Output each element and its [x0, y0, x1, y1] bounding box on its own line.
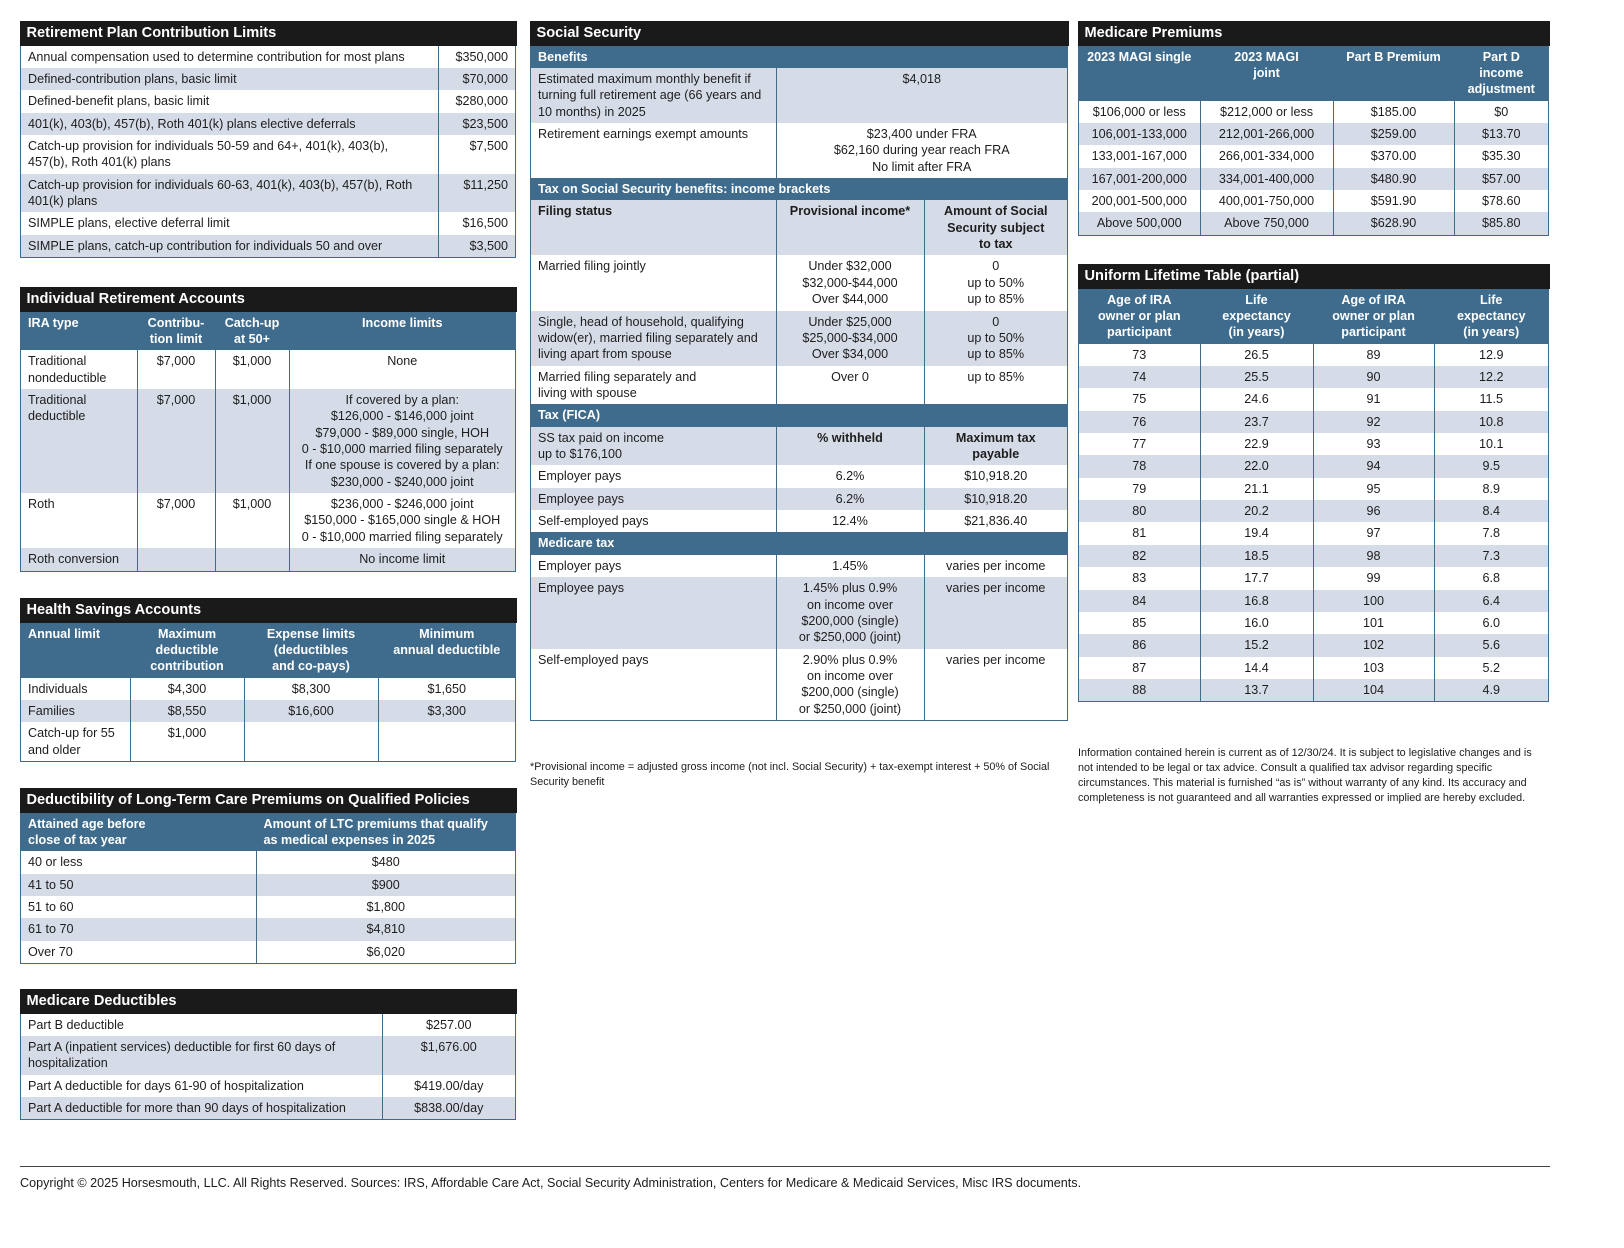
ltc-title: Deductibility of Long-Term Care Premiums on Qualified Policies — [20, 788, 517, 813]
ira-type: Roth — [21, 493, 137, 548]
ira-table — [21, 312, 515, 571]
social-security-panel — [530, 21, 1068, 721]
ult-life-1: 20.2 — [1200, 500, 1313, 522]
ult-age-2: 94 — [1313, 455, 1434, 477]
ult-age-1: 80 — [1079, 500, 1200, 522]
row-value: $70,000 — [438, 68, 515, 90]
ss-tax-income: Over 0 — [776, 366, 924, 405]
hsa-expense: $16,600 — [244, 700, 378, 722]
hsa-label: Families — [21, 700, 130, 722]
ult-life-2: 9.5 — [1434, 455, 1548, 477]
ult-life-2: 6.8 — [1434, 567, 1548, 589]
mp-partd: $13.70 — [1454, 123, 1548, 145]
table-row — [531, 465, 1067, 487]
table-row — [1079, 212, 1548, 234]
ult-life-1: 23.7 — [1200, 411, 1313, 433]
table-row — [1079, 145, 1548, 167]
ss-tax-income: Under $32,000 $32,000-$44,000 Over $44,000 — [776, 255, 924, 310]
mp-joint: 266,001-334,000 — [1200, 145, 1333, 167]
table-row — [1079, 101, 1548, 123]
hsa-header-min: Minimum annual deductible — [378, 623, 515, 678]
mp-partd: $0 — [1454, 101, 1548, 123]
mp-header-single: 2023 MAGI single — [1079, 46, 1200, 101]
ult-age-2: 92 — [1313, 411, 1434, 433]
ss-fica-pct: 6.2% — [776, 488, 924, 510]
ss-tax-amount: 0 up to 50% up to 85% — [924, 255, 1067, 310]
ss-fica-pct: 6.2% — [776, 465, 924, 487]
table-row — [21, 548, 515, 570]
ult-age-1: 82 — [1079, 545, 1200, 567]
table-row — [531, 510, 1067, 532]
ss-fica-header-label: SS tax paid on income up to $176,100 — [531, 427, 776, 466]
ult-life-1: 16.0 — [1200, 612, 1313, 634]
mp-partd: $85.80 — [1454, 212, 1548, 234]
mp-partb: $591.90 — [1333, 190, 1454, 212]
medicare-premiums-title: Medicare Premiums — [1078, 21, 1550, 46]
table-row — [1079, 433, 1548, 455]
row-value: $23,500 — [438, 113, 515, 135]
hsa-min — [378, 722, 515, 761]
ult-age-2: 91 — [1313, 388, 1434, 410]
ult-age-1: 76 — [1079, 411, 1200, 433]
row-label: SIMPLE plans, elective deferral limit — [21, 212, 438, 234]
ira-income: $236,000 - $246,000 joint $150,000 - $165,000 single & HOH 0 - $10,000 married filing separately — [289, 493, 515, 548]
hsa-max: $1,000 — [130, 722, 244, 761]
retirement-limits-title: Retirement Plan Contribution Limits — [20, 21, 517, 46]
ira-catchup — [215, 548, 289, 570]
ult-age-2: 99 — [1313, 567, 1434, 589]
row-value: $1,676.00 — [382, 1036, 515, 1075]
ult-age-2: 93 — [1313, 433, 1434, 455]
table-row — [531, 255, 1067, 310]
ult-age-1: 86 — [1079, 634, 1200, 656]
ss-medicare-pct: 1.45% — [776, 555, 924, 577]
ss-fica-label: Employer pays — [531, 465, 776, 487]
ltc-header-age: Attained age before close of tax year — [21, 813, 256, 852]
ira-income: If covered by a plan: $126,000 - $146,000 joint $79,000 - $89,000 single, HOH 0 - $10,000 married filing separately If one spouse is covered by a plan: $230,000 - $240,000 joint — [289, 389, 515, 493]
ira-limit: $7,000 — [137, 389, 215, 493]
table-row — [531, 649, 1067, 720]
ult-age-2: 102 — [1313, 634, 1434, 656]
ss-benefits-table — [531, 68, 1067, 178]
hsa-max: $8,550 — [130, 700, 244, 722]
mp-partd: $57.00 — [1454, 168, 1548, 190]
table-row — [1079, 657, 1548, 679]
ult-life-2: 10.1 — [1434, 433, 1548, 455]
mp-partd: $78.60 — [1454, 190, 1548, 212]
table-row — [21, 135, 515, 174]
row-value: $11,250 — [438, 174, 515, 213]
table-row — [21, 722, 515, 761]
ult-life-2: 5.6 — [1434, 634, 1548, 656]
ss-fica-pct: 12.4% — [776, 510, 924, 532]
table-row — [21, 874, 515, 896]
mp-joint: Above 750,000 — [1200, 212, 1333, 234]
ira-header-limit: Contribu- tion limit — [137, 312, 215, 351]
hsa-min: $1,650 — [378, 678, 515, 700]
ult-age-1: 84 — [1079, 590, 1200, 612]
table-row — [1079, 455, 1548, 477]
table-row — [21, 235, 515, 257]
hsa-label: Catch-up for 55 and older — [21, 722, 130, 761]
ult-life-1: 22.0 — [1200, 455, 1313, 477]
ult-life-2: 11.5 — [1434, 388, 1548, 410]
ltc-age: Over 70 — [21, 941, 256, 963]
table-row — [1079, 679, 1548, 701]
table-row — [1079, 522, 1548, 544]
table-row — [531, 577, 1067, 648]
table-row — [21, 493, 515, 548]
mp-header-partd: Part D income adjustment — [1454, 46, 1548, 101]
mp-partd: $35.30 — [1454, 145, 1548, 167]
ult-life-1: 13.7 — [1200, 679, 1313, 701]
table-row — [21, 46, 515, 68]
ss-tax-status: Married filing jointly — [531, 255, 776, 310]
ult-life-1: 18.5 — [1200, 545, 1313, 567]
ira-catchup: $1,000 — [215, 389, 289, 493]
row-value: $16,500 — [438, 212, 515, 234]
ult-age-1: 88 — [1079, 679, 1200, 701]
ss-tax-table — [531, 200, 1067, 404]
ira-income: No income limit — [289, 548, 515, 570]
row-label: Part A deductible for days 61-90 of hospitalization — [21, 1075, 382, 1097]
table-row — [21, 174, 515, 213]
ltc-amount: $6,020 — [256, 941, 515, 963]
mp-single: 133,001-167,000 — [1079, 145, 1200, 167]
ira-title: Individual Retirement Accounts — [20, 287, 517, 312]
mp-single: 200,001-500,000 — [1079, 190, 1200, 212]
table-row — [21, 113, 515, 135]
hsa-header-expense: Expense limits (deductibles and co-pays) — [244, 623, 378, 678]
ltc-age: 51 to 60 — [21, 896, 256, 918]
table-row — [21, 1075, 515, 1097]
ss-tax-header-income: Provisional income* — [776, 200, 924, 255]
mp-single: Above 500,000 — [1079, 212, 1200, 234]
table-row — [1079, 478, 1548, 500]
table-row — [1079, 168, 1548, 190]
row-label: Part B deductible — [21, 1014, 382, 1036]
ira-catchup: $1,000 — [215, 350, 289, 389]
table-row — [21, 941, 515, 963]
ltc-age: 41 to 50 — [21, 874, 256, 896]
table-row — [21, 1036, 515, 1075]
ult-age-2: 89 — [1313, 344, 1434, 366]
table-row — [21, 1097, 515, 1119]
ult-header-age-1: Age of IRA owner or plan participant — [1079, 289, 1200, 344]
ltc-panel — [20, 788, 516, 964]
ira-catchup: $1,000 — [215, 493, 289, 548]
footer-divider — [20, 1166, 1550, 1167]
ss-medicare-pct: 1.45% plus 0.9% on income over $200,000 (single) or $250,000 (joint) — [776, 577, 924, 648]
row-label: SIMPLE plans, catch-up contribution for individuals 50 and over — [21, 235, 438, 257]
row-label: Part A (inpatient services) deductible for first 60 days of hospitalization — [21, 1036, 382, 1075]
hsa-expense: $8,300 — [244, 678, 378, 700]
mp-partb: $628.90 — [1333, 212, 1454, 234]
table-row — [1079, 545, 1548, 567]
table-row — [531, 311, 1067, 366]
row-value: $7,500 — [438, 135, 515, 174]
retirement-limits-panel — [20, 21, 516, 258]
ss-fica-max: $10,918.20 — [924, 488, 1067, 510]
table-row — [21, 896, 515, 918]
ira-header-catchup: Catch-up at 50+ — [215, 312, 289, 351]
disclaimer: Information contained herein is current as of 12/30/24. It is subject to legislative changes and is not intended to be legal or tax advice. Consult a qualified tax advisor regarding specific circumstances. This material is furnished “as is” without warranty of any kind. Its accuracy and completeness is not guaranteed and all warranties expressed or implied are hereby excluded. — [1078, 747, 1532, 804]
ult-age-2: 90 — [1313, 366, 1434, 388]
mp-header-joint: 2023 MAGI joint — [1200, 46, 1333, 101]
ult-life-2: 8.9 — [1434, 478, 1548, 500]
ult-header-age-2: Age of IRA owner or plan participant — [1313, 289, 1434, 344]
mp-joint: 212,001-266,000 — [1200, 123, 1333, 145]
table-row — [21, 350, 515, 389]
ss-benefits-section: Benefits — [531, 46, 1067, 68]
mp-partb: $480.90 — [1333, 168, 1454, 190]
hsa-label: Individuals — [21, 678, 130, 700]
row-label: Catch-up provision for individuals 50-59 and 64+, 401(k), 403(b), 457(b), Roth 401(k) plans — [21, 135, 438, 174]
ira-limit — [137, 548, 215, 570]
ult-age-1: 85 — [1079, 612, 1200, 634]
ult-life-1: 22.9 — [1200, 433, 1313, 455]
table-row — [1079, 634, 1548, 656]
table-row — [1079, 500, 1548, 522]
ltc-amount: $1,800 — [256, 896, 515, 918]
uniform-lifetime-title: Uniform Lifetime Table (partial) — [1078, 264, 1550, 289]
ss-footnote: *Provisional income = adjusted gross income (not incl. Social Security) + tax-exempt interest + 50% of Social Security benefit — [530, 761, 1050, 788]
ira-limit: $7,000 — [137, 493, 215, 548]
mp-single: 167,001-200,000 — [1079, 168, 1200, 190]
hsa-header-annual: Annual limit — [21, 623, 130, 678]
table-row — [1079, 388, 1548, 410]
ss-fica-max: $21,836.40 — [924, 510, 1067, 532]
ss-medicare-section: Medicare tax — [531, 532, 1067, 554]
mp-partb: $370.00 — [1333, 145, 1454, 167]
ult-age-2: 103 — [1313, 657, 1434, 679]
mp-joint: 400,001-750,000 — [1200, 190, 1333, 212]
table-row — [21, 700, 515, 722]
ss-medicare-label: Employee pays — [531, 577, 776, 648]
row-value: $257.00 — [382, 1014, 515, 1036]
mp-joint: 334,001-400,000 — [1200, 168, 1333, 190]
ss-fica-table — [531, 427, 1067, 533]
ult-life-2: 4.9 — [1434, 679, 1548, 701]
row-label: 401(k), 403(b), 457(b), Roth 401(k) plans elective deferrals — [21, 113, 438, 135]
ira-type: Traditional nondeductible — [21, 350, 137, 389]
ult-life-2: 12.9 — [1434, 344, 1548, 366]
table-row — [21, 678, 515, 700]
table-row — [1079, 590, 1548, 612]
ss-fica-max: $10,918.20 — [924, 465, 1067, 487]
medicare-deductibles-title: Medicare Deductibles — [20, 989, 517, 1014]
ltc-age: 61 to 70 — [21, 918, 256, 940]
table-row — [21, 68, 515, 90]
mp-joint: $212,000 or less — [1200, 101, 1333, 123]
ult-age-1: 73 — [1079, 344, 1200, 366]
ult-age-2: 97 — [1313, 522, 1434, 544]
ult-life-2: 12.2 — [1434, 366, 1548, 388]
ult-life-1: 24.6 — [1200, 388, 1313, 410]
row-label: Catch-up provision for individuals 60-63, 401(k), 403(b), 457(b), Roth 401(k) plans — [21, 174, 438, 213]
ira-header-type: IRA type — [21, 312, 137, 351]
ult-life-1: 26.5 — [1200, 344, 1313, 366]
ss-tax-status: Single, head of household, qualifying widow(er), married filing separately and living apart from spouse — [531, 311, 776, 366]
row-value: $350,000 — [438, 46, 515, 68]
table-row — [21, 1014, 515, 1036]
ss-fica-header-max: Maximum tax payable — [924, 427, 1067, 466]
hsa-table — [21, 623, 515, 762]
ltc-amount: $4,810 — [256, 918, 515, 940]
uniform-lifetime-panel — [1078, 264, 1549, 702]
ult-age-2: 98 — [1313, 545, 1434, 567]
ult-age-2: 95 — [1313, 478, 1434, 500]
ult-life-1: 15.2 — [1200, 634, 1313, 656]
table-row — [21, 918, 515, 940]
retirement-limits-table — [21, 46, 515, 258]
table-row — [1079, 366, 1548, 388]
ss-tax-header-status: Filing status — [531, 200, 776, 255]
ltc-amount: $480 — [256, 851, 515, 873]
ss-benefit-label: Estimated maximum monthly benefit if turning full retirement age (66 years and 10 months) in 2025 — [531, 68, 776, 123]
ult-age-1: 79 — [1079, 478, 1200, 500]
ira-panel — [20, 287, 516, 572]
row-value: $419.00/day — [382, 1075, 515, 1097]
row-value: $3,500 — [438, 235, 515, 257]
ss-medicare-max: varies per income — [924, 555, 1067, 577]
row-label: Defined-contribution plans, basic limit — [21, 68, 438, 90]
ult-life-2: 8.4 — [1434, 500, 1548, 522]
ss-medicare-table — [531, 555, 1067, 720]
ult-age-1: 81 — [1079, 522, 1200, 544]
row-value: $280,000 — [438, 90, 515, 112]
ss-fica-section: Tax (FICA) — [531, 404, 1067, 426]
ult-life-2: 7.3 — [1434, 545, 1548, 567]
ss-fica-label: Self-employed pays — [531, 510, 776, 532]
ss-benefit-value: $4,018 — [776, 68, 1067, 123]
uniform-lifetime-table — [1079, 289, 1548, 702]
medicare-premiums-table — [1079, 46, 1548, 235]
ss-medicare-pct: 2.90% plus 0.9% on income over $200,000 (single) or $250,000 (joint) — [776, 649, 924, 720]
ltc-amount: $900 — [256, 874, 515, 896]
ult-life-1: 21.1 — [1200, 478, 1313, 500]
ss-medicare-label: Employer pays — [531, 555, 776, 577]
table-row — [531, 488, 1067, 510]
mp-single: $106,000 or less — [1079, 101, 1200, 123]
table-row — [531, 366, 1067, 405]
table-row — [1079, 344, 1548, 366]
medicare-deductibles-panel — [20, 989, 516, 1120]
hsa-header-max: Maximum deductible contribution — [130, 623, 244, 678]
ult-age-2: 100 — [1313, 590, 1434, 612]
ira-type: Roth conversion — [21, 548, 137, 570]
hsa-panel — [20, 598, 516, 762]
ss-benefit-value: $23,400 under FRA $62,160 during year reach FRA No limit after FRA — [776, 123, 1067, 178]
ult-header-life-2: Life expectancy (in years) — [1434, 289, 1548, 344]
ira-type: Traditional deductible — [21, 389, 137, 493]
ult-life-1: 25.5 — [1200, 366, 1313, 388]
ult-age-2: 101 — [1313, 612, 1434, 634]
medicare-deductibles-table — [21, 1014, 515, 1120]
ult-life-2: 10.8 — [1434, 411, 1548, 433]
ult-age-1: 87 — [1079, 657, 1200, 679]
table-row — [1079, 411, 1548, 433]
table-row — [1079, 190, 1548, 212]
mp-single: 106,001-133,000 — [1079, 123, 1200, 145]
table-row — [21, 851, 515, 873]
row-value: $838.00/day — [382, 1097, 515, 1119]
table-row — [1079, 123, 1548, 145]
mp-partb: $259.00 — [1333, 123, 1454, 145]
ult-life-1: 19.4 — [1200, 522, 1313, 544]
ult-life-1: 14.4 — [1200, 657, 1313, 679]
table-row — [1079, 612, 1548, 634]
ult-age-1: 74 — [1079, 366, 1200, 388]
ss-fica-label: Employee pays — [531, 488, 776, 510]
ira-limit: $7,000 — [137, 350, 215, 389]
hsa-title: Health Savings Accounts — [20, 598, 517, 623]
table-row — [531, 123, 1067, 178]
medicare-premiums-panel — [1078, 21, 1549, 236]
social-security-title: Social Security — [530, 21, 1069, 46]
table-row — [1079, 567, 1548, 589]
row-label: Defined-benefit plans, basic limit — [21, 90, 438, 112]
table-row — [531, 555, 1067, 577]
ult-age-1: 77 — [1079, 433, 1200, 455]
ss-tax-status: Married filing separately and living with spouse — [531, 366, 776, 405]
ult-age-1: 75 — [1079, 388, 1200, 410]
ult-life-2: 6.0 — [1434, 612, 1548, 634]
ult-life-2: 7.8 — [1434, 522, 1548, 544]
ult-life-2: 6.4 — [1434, 590, 1548, 612]
ult-age-1: 78 — [1079, 455, 1200, 477]
copyright: Copyright © 2025 Horsesmouth, LLC. All Rights Reserved. Sources: IRS, Affordable Care Act, Social Security Administration, Centers for Medicare & Medicaid Services, Misc IRS documents. — [20, 1176, 1082, 1190]
ltc-header-amount: Amount of LTC premiums that qualify as medical expenses in 2025 — [256, 813, 515, 852]
row-label: Part A deductible for more than 90 days of hospitalization — [21, 1097, 382, 1119]
ss-fica-header-pct: % withheld — [776, 427, 924, 466]
ss-medicare-max: varies per income — [924, 577, 1067, 648]
ira-header-income: Income limits — [289, 312, 515, 351]
ss-benefit-label: Retirement earnings exempt amounts — [531, 123, 776, 178]
row-label: Annual compensation used to determine contribution for most plans — [21, 46, 438, 68]
ss-medicare-label: Self-employed pays — [531, 649, 776, 720]
ira-income: None — [289, 350, 515, 389]
table-row — [21, 389, 515, 493]
ult-life-1: 16.8 — [1200, 590, 1313, 612]
mp-header-partb: Part B Premium — [1333, 46, 1454, 101]
table-row — [21, 212, 515, 234]
ult-life-2: 5.2 — [1434, 657, 1548, 679]
ss-tax-header-amount: Amount of Social Security subject to tax — [924, 200, 1067, 255]
ltc-table — [21, 813, 515, 964]
ss-tax-amount: up to 85% — [924, 366, 1067, 405]
hsa-min: $3,300 — [378, 700, 515, 722]
hsa-expense — [244, 722, 378, 761]
ss-tax-income: Under $25,000 $25,000-$34,000 Over $34,000 — [776, 311, 924, 366]
table-row — [21, 90, 515, 112]
ult-age-2: 96 — [1313, 500, 1434, 522]
hsa-max: $4,300 — [130, 678, 244, 700]
ult-header-life-1: Life expectancy (in years) — [1200, 289, 1313, 344]
table-row — [531, 68, 1067, 123]
ss-medicare-max: varies per income — [924, 649, 1067, 720]
ult-life-1: 17.7 — [1200, 567, 1313, 589]
mp-partb: $185.00 — [1333, 101, 1454, 123]
ss-tax-section: Tax on Social Security benefits: income brackets — [531, 178, 1067, 200]
ult-age-2: 104 — [1313, 679, 1434, 701]
ult-age-1: 83 — [1079, 567, 1200, 589]
ltc-age: 40 or less — [21, 851, 256, 873]
ss-tax-amount: 0 up to 50% up to 85% — [924, 311, 1067, 366]
